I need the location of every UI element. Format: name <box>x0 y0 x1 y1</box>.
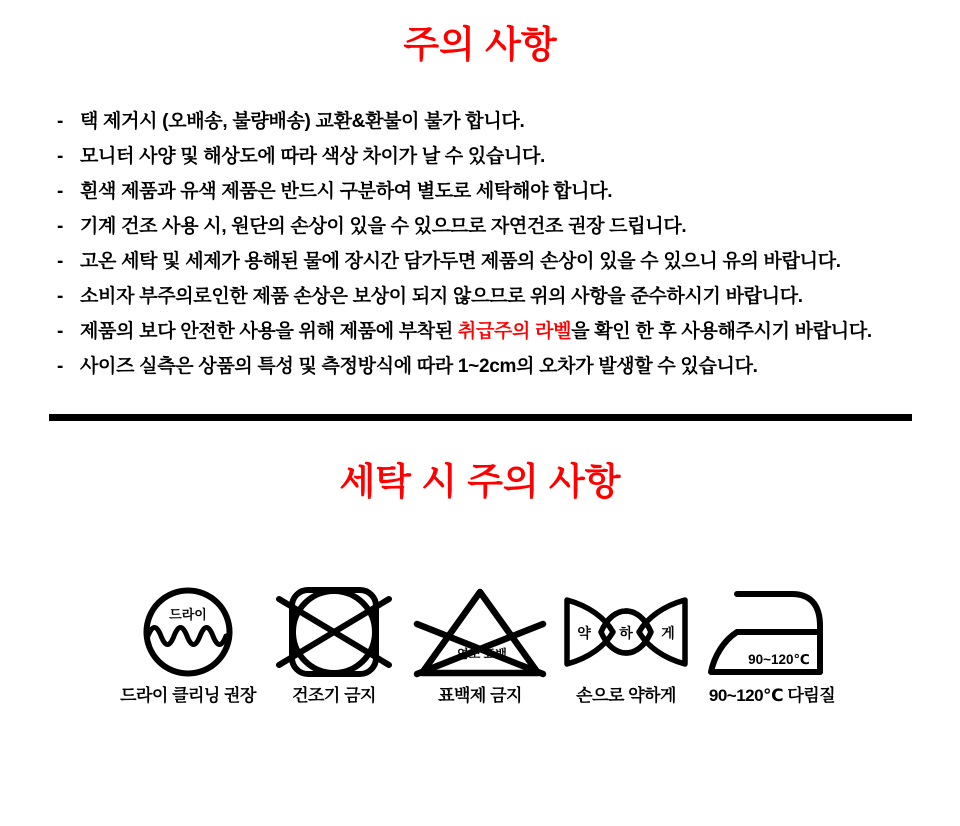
care-symbol-label: 표백제 금지 <box>438 686 522 705</box>
bullet-dash: - <box>57 216 64 237</box>
care-symbol-label: 손으로 약하게 <box>576 686 676 705</box>
bullet-dash: - <box>57 321 64 342</box>
dry-clean-icon-text: 드라이 <box>169 607 207 622</box>
list-item <box>57 244 940 279</box>
list-item-text-post: 을 확인 한 후 사용해주시기 바랍니다. <box>571 321 872 342</box>
care-symbol-no-bleach <box>407 586 553 706</box>
care-symbol-label: 드라이 클리닝 권장 <box>120 686 256 705</box>
no-tumble-dry-icon <box>279 586 389 678</box>
list-item-text-pre: 제품의 보다 안전한 사용을 위해 제품에 부착된 <box>80 321 458 342</box>
list-item-text: 흰색 제품과 유색 제품은 반드시 구분하여 별도로 세탁해야 합니다. <box>80 181 613 202</box>
wave-line <box>148 628 226 645</box>
list-item <box>57 139 940 174</box>
list-item-text-highlight: 취급주의 라벨 <box>457 321 572 342</box>
list-item-text <box>80 314 872 349</box>
care-symbol-label: 건조기 금지 <box>292 686 376 705</box>
bullet-dash: - <box>57 251 64 272</box>
iron-icon <box>707 586 837 678</box>
washing-precautions-title: 세탁 시 주의 사항 <box>339 461 621 502</box>
care-symbol-label: 90~120℃ 다림질 <box>708 686 836 705</box>
bullet-dash: - <box>57 111 64 132</box>
list-item-text: 모니터 사양 및 해상도에 따라 색상 차이가 날 수 있습니다. <box>80 146 546 167</box>
bullet-dash: - <box>57 181 64 202</box>
list-item-text: 고온 세탁 및 세제가 용해된 물에 장시간 담가두면 제품의 손상이 있을 수 있으니 유의 바랍니다. <box>80 251 841 272</box>
bullet-dash: - <box>57 356 64 377</box>
list-item <box>57 104 940 139</box>
bullet-dash: - <box>57 146 64 167</box>
bullet-dash: - <box>57 286 64 307</box>
care-symbol-hand-wring <box>553 586 699 706</box>
wring-icon-text-2: 하 <box>619 625 633 641</box>
section-divider <box>49 414 912 421</box>
list-item <box>57 209 940 244</box>
care-symbol-no-tumble-dry <box>261 586 407 706</box>
care-symbols-row <box>0 586 960 706</box>
list-item <box>57 349 940 384</box>
list-item-text: 기계 건조 사용 시, 원단의 손상이 있을 수 있으므로 자연건조 권장 드립니다. <box>80 216 687 237</box>
wring-icon-text-1: 약 <box>577 625 591 641</box>
no-bleach-icon <box>415 586 545 678</box>
iron-icon-text: 90~120℃ <box>748 652 810 667</box>
list-item-text: 택 제거시 (오배송, 불량배송) 교환&환불이 불가 합니다. <box>80 111 525 132</box>
list-item-text: 소비자 부주의로인한 제품 손상은 보상이 되지 않으므로 위의 사항을 준수하시기 바랍니다. <box>80 286 803 307</box>
care-symbol-iron <box>699 586 845 706</box>
list-item <box>57 174 940 209</box>
dry-clean-circle-icon <box>138 586 238 678</box>
care-symbol-dry-clean <box>115 586 261 706</box>
wring-icon-text-3: 게 <box>661 625 675 641</box>
list-item <box>57 314 940 349</box>
hand-wring-icon <box>561 586 691 678</box>
list-item <box>57 279 940 314</box>
precautions-title: 주의 사항 <box>403 24 557 65</box>
precautions-list <box>0 104 960 384</box>
list-item-text: 사이즈 실측은 상품의 특성 및 측정방식에 따라 1~2cm의 오차가 발생할 수 있습니다. <box>80 356 758 377</box>
no-bleach-icon-text: 염소 표백 <box>457 647 507 661</box>
